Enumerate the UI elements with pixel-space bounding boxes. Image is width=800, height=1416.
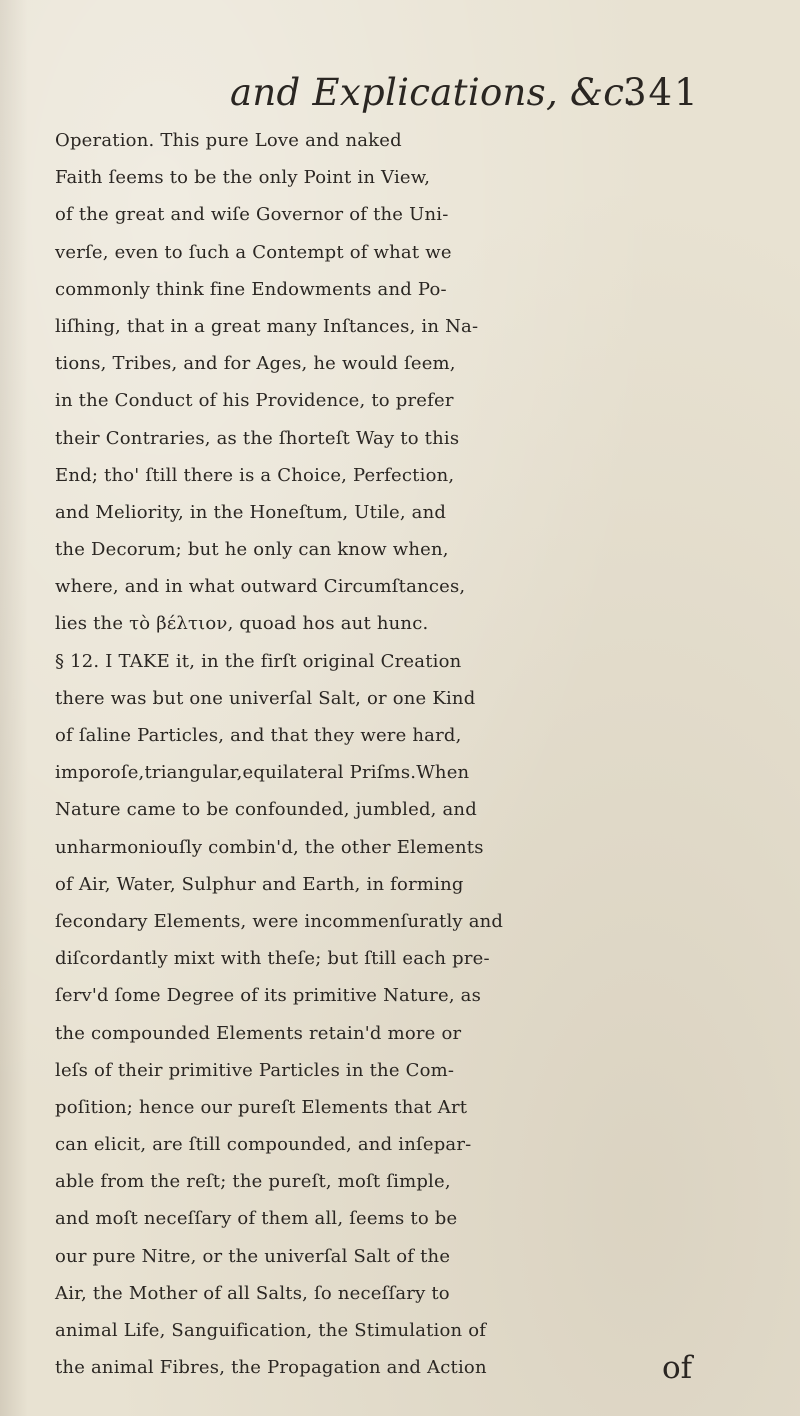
text-line: there was but one univerſal Salt, or one Kind — [55, 687, 476, 709]
text-line: of the great and wiſe Governor of the Uni- — [55, 204, 449, 226]
text-line: where, and in what outward Circumſtances, — [55, 576, 466, 598]
text-line: can elicit, are ſtill compounded, and inſepar- — [55, 1134, 472, 1156]
text-line: leſs of their primitive Particles in the Com- — [55, 1059, 455, 1081]
text-line: of ſaline Particles, and that they were hard, — [55, 725, 462, 746]
text-line: verſe, even to ſuch a Contempt of what we — [55, 241, 452, 263]
text-line: Operation. This pure Love and naked — [55, 130, 402, 151]
text-line: animal Life, Sanguification, the Stimulation of — [55, 1320, 487, 1341]
text-line: liſhing, that in a great many Inſtances, in Na- — [55, 315, 479, 337]
text-line: § 12. I TAKE it, in the firſt original Creation — [55, 650, 462, 672]
text-line: the animal Fibres, the Propagation and Action — [55, 1357, 487, 1379]
text-line: Nature came to be confounded, jumbled, and — [55, 799, 477, 821]
text-line: poſition; hence our pureſt Elements that Art — [55, 1096, 468, 1118]
text-line: commonly think fine Endowments and Po- — [55, 278, 447, 300]
text-line: Air, the Mother of all Salts, ſo neceſſary to — [55, 1282, 450, 1304]
text-line: our pure Nitre, or the univerſal Salt of the — [55, 1245, 451, 1267]
body-text — [55, 122, 775, 1386]
text-line: tions, Tribes, and for Ages, he would ſeem, — [55, 353, 456, 375]
text-line: End; tho' ſtill there is a Choice, Perfection, — [55, 464, 455, 486]
text-line: and moſt neceſſary of them all, ſeems to be — [55, 1208, 458, 1230]
running-header — [230, 68, 770, 118]
text-line: and Meliority, in the Honeſtum, Utile, and — [55, 501, 447, 523]
text-line: in the Conduct of his Providence, to prefer — [55, 390, 454, 412]
text-line: the Decorum; but he only can know when, — [55, 539, 449, 561]
text-line: able from the reſt; the pureſt, moſt ſimple, — [55, 1171, 451, 1193]
text-line: imporoſe,triangular,equilateral Priſms.When — [55, 762, 470, 784]
text-line: the compounded Elements retain'd more or — [55, 1022, 462, 1044]
text-line: diſcordantly mixt with theſe; but ſtill each pre- — [55, 948, 490, 970]
text-line: unharmoniouſly combin'd, the other Elements — [55, 836, 484, 858]
page-number: 341 — [623, 71, 700, 114]
text-line: their Contraries, as the ſhorteſt Way to this — [55, 427, 460, 449]
text-line: ſerv'd ſome Degree of its primitive Nature, as — [55, 985, 482, 1007]
catchword: of — [662, 1350, 693, 1386]
running-title: and Explications, &c. — [230, 71, 637, 114]
text-line: lies the τὸ βέλτιον, quoad hos aut hunc. — [55, 613, 429, 635]
text-line: ſecondary Elements, were incommenſuratly and — [55, 910, 504, 932]
text-line: Faith ſeems to be the only Point in View, — [55, 167, 431, 189]
text-line: of Air, Water, Sulphur and Earth, in forming — [55, 873, 464, 895]
